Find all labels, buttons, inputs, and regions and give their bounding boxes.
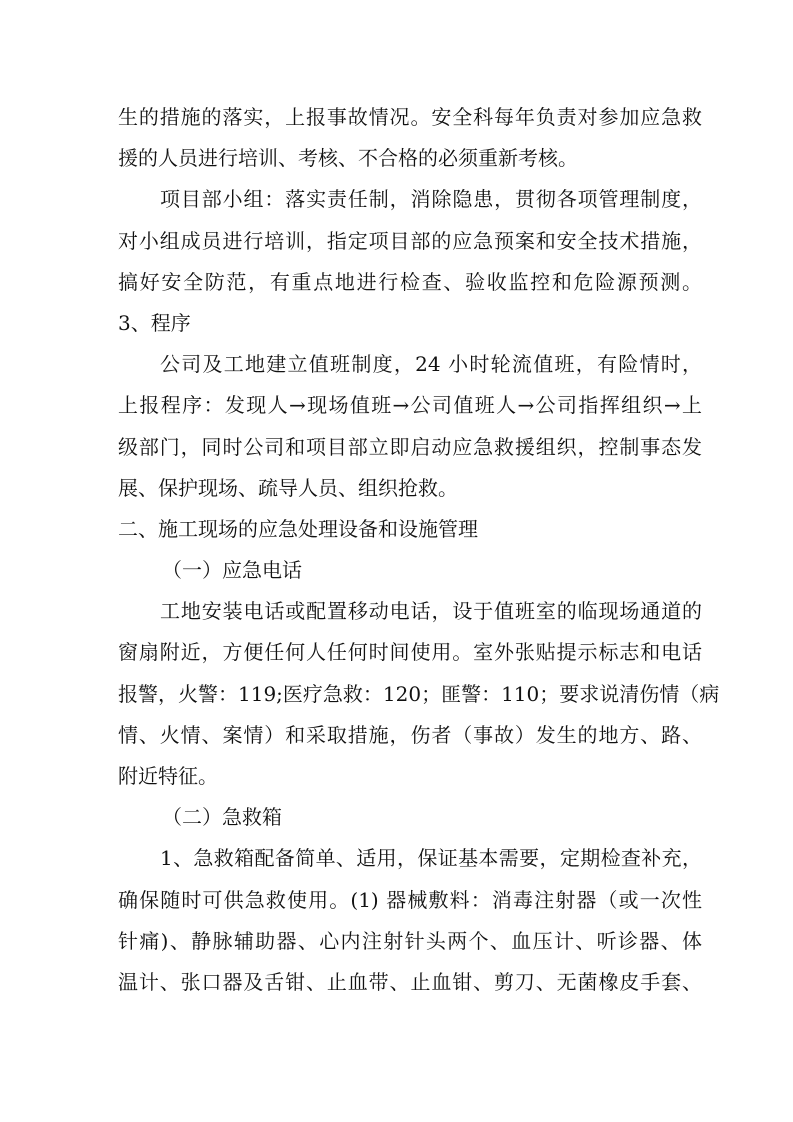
text-line: 温计、张口器及舌钳、止血带、止血钳、剪刀、无菌橡皮手套、: [118, 969, 702, 994]
text-line: 1、急救箱配备简单、适用，保证基本需要，定期检查补充，: [160, 846, 702, 871]
text-line: 报警，火警：119;医疗急救：120；匪警：110；要求说清伤情（病: [118, 681, 720, 706]
section-heading: （二）急救箱: [162, 805, 282, 830]
text-line: 搞好安全防范，有重点地进行检查、验收监控和危险源预测。: [118, 269, 702, 294]
text-line: 情、火情、案情）和采取措施，伤者（事故）发生的地方、路、: [118, 722, 702, 747]
text-line: 生的措施的落实，上报事故情况。安全科每年负责对参加应急救: [118, 105, 702, 129]
text-line: 工地安装电话或配置移动电话，设于值班室的临现场通道的: [160, 599, 702, 624]
text-line: 针痛)、静脉辅助器、心内注射针头两个、血压计、听诊器、体: [118, 928, 702, 953]
section-heading: （一）应急电话: [162, 558, 302, 583]
text-line: 附近特征。: [118, 764, 218, 788]
text-line: 项目部小组：落实责任制，消除隐患，贯彻各项管理制度，: [160, 187, 702, 212]
document-page: [118, 97, 720, 1003]
text-line: 对小组成员进行培训，指定项目部的应急预案和安全技术措施，: [118, 228, 702, 253]
section-heading: 3、程序: [118, 310, 191, 335]
text-line: 确保随时可供急救使用。(1) 器械敷料：消毒注射器（或一次性: [118, 887, 702, 912]
text-line: 公司及工地建立值班制度，24 小时轮流值班，有险情时，: [160, 352, 702, 377]
section-heading: 二、施工现场的应急处理设备和设施管理: [118, 516, 478, 541]
text-line: 援的人员进行培训、考核、不合格的必须重新考核。: [118, 146, 578, 171]
text-line: 上报程序：发现人→现场值班→公司值班人→公司指挥组织→上: [118, 393, 702, 418]
text-line: 窗扇附近，方便任何人任何时间使用。室外张贴提示标志和电话: [118, 640, 702, 665]
text-line: 展、保护现场、疏导人员、组织抢救。: [118, 475, 458, 500]
text-line: 级部门，同时公司和项目部立即启动应急救援组织，控制事态发: [118, 434, 702, 459]
